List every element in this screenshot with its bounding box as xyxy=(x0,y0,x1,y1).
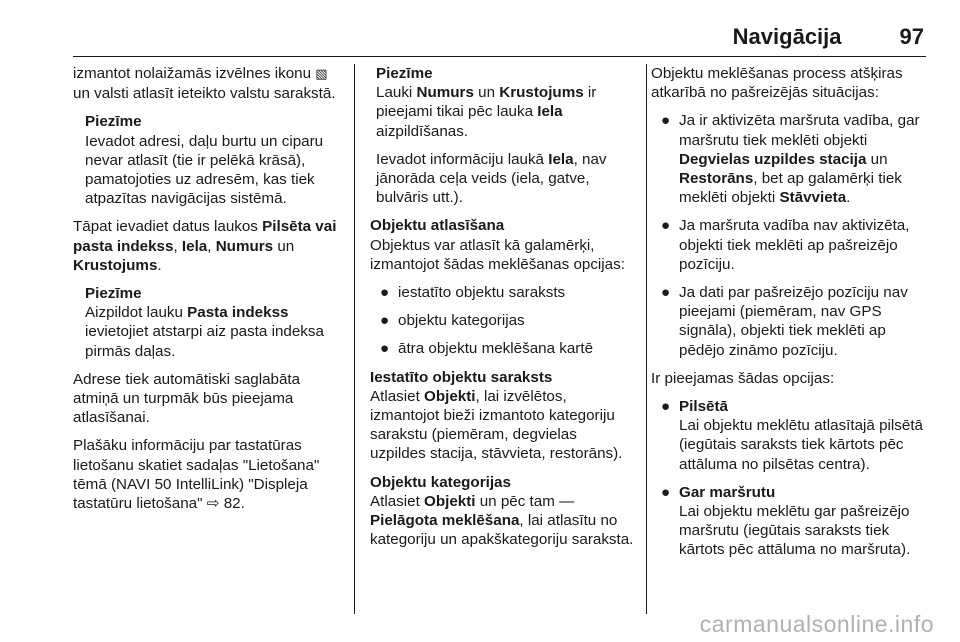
paragraph-2: Tāpat ievadiet datus laukos Pilsēta vai pasta indekss, Iela, Numurs un Krustojums. xyxy=(73,218,337,274)
list-item: ● Ja ir aktivizēta maršruta vadība, gar maršrutu tiek meklēti objekti Degvielas uzpildes stacija un Restorāns, bet ap galamērķi tiek meklēti objekti Stāvvieta. xyxy=(661,112,920,207)
section-text: Atlasiet Objekti, lai izvēlētos, izmantojot bieži izmantoto kategoriju sarakstu (piemēram, degvielas uzpildes stacija, stāvvieta, restorāns). xyxy=(370,387,623,463)
bullet-icon: ● xyxy=(661,284,671,302)
paragraph-3: Adrese tiek automātiski saglabāta atmiņā un turpmāk būs pieejama atlasīšanai. xyxy=(73,370,301,427)
page-number: 97 xyxy=(899,24,924,49)
list-item xyxy=(651,483,929,560)
note-title: Piezīme xyxy=(85,285,142,303)
list-item: ● Ja dati par pašreizējo pozīciju nav pieejami (piemēram, nav GPS signāla), objekti tiek meklēti ap pēdējo zināmo pozīciju. xyxy=(661,284,908,359)
section-heading: Iestatīto objektu saraksts xyxy=(370,368,553,386)
page-title: Navigācija xyxy=(732,24,842,49)
note-1 xyxy=(85,112,341,208)
note-text: Lauki Numurs un Krustojums ir pieejami tikai pēc lauka Iela aizpildīšanas. xyxy=(376,84,597,140)
note-text: Aizpildot lauku Pasta indekss ievietojiet atstarpi aiz pasta indeksa pirmās daļas. xyxy=(85,304,324,360)
note-2 xyxy=(85,284,341,361)
header-rule xyxy=(73,56,926,57)
bullet-icon: ● xyxy=(380,284,390,302)
bullet-icon: ● xyxy=(661,112,671,130)
option-title: Pilsētā xyxy=(679,398,728,416)
page-ref-arrow-icon: ⇨ xyxy=(206,495,220,513)
paragraph-4: Plašāku informāciju par tastatūras lietošanu skatiet sadaļas "Lietošana" tēmā (NAVI 50 IntelliLink) "Displeja tastatūru lietošana" ⇨ 82. xyxy=(73,437,320,513)
section-preset-list xyxy=(370,368,636,464)
section-poi-selection xyxy=(370,216,636,274)
section-categories xyxy=(370,473,636,550)
option-text: Lai objektu meklētu gar pašreizējo maršrutu (iegūtais saraksts tiek kārtots pēc attāluma no maršruta). xyxy=(679,503,911,559)
list-item: ● iestatīto objektu saraksts xyxy=(380,284,566,302)
options-list xyxy=(651,397,929,560)
section-text: Objektus var atlasīt kā galamērķi, izmantojot šādas meklēšanas opcijas: xyxy=(370,236,625,273)
column-2 xyxy=(370,64,636,558)
column-divider-2 xyxy=(646,64,647,614)
note-text: Ievadot adresi, daļu burtu un ciparu nevar atlasīt (tie ir pelēkā krāsā), pamatojoties uz adresēm, kas tiek atpazītas navigācijas sistēmā. xyxy=(85,132,324,208)
poi-options-list xyxy=(370,283,636,359)
section-text: Atlasiet Objekti un pēc tam — Pielāgota meklēšana, lai atlasītu no kategoriju un apakškategoriju saraksta. xyxy=(370,492,634,549)
bullet-icon: ● xyxy=(661,483,671,501)
search-behaviour-list xyxy=(651,111,929,359)
column-3 xyxy=(651,64,929,569)
column-1 xyxy=(73,64,341,522)
page-header xyxy=(733,24,924,50)
bullet-icon: ● xyxy=(661,398,671,416)
note-title: Piezīme xyxy=(376,65,433,82)
note-title: Piezīme xyxy=(85,113,142,131)
section-heading: Objektu atlasīšana xyxy=(370,217,505,235)
bullet-icon: ● xyxy=(661,217,671,235)
section-heading: Objektu kategorijas xyxy=(370,473,511,491)
note-text-2: Ievadot informāciju laukā Iela, nav jānorāda ceļa veids (iela, gatve, bulvāris utt.). xyxy=(376,150,607,207)
note-3 xyxy=(376,64,636,207)
list-item xyxy=(651,397,929,474)
column-divider-1 xyxy=(354,64,355,614)
list-item: ● objektu kategorijas xyxy=(380,312,525,330)
options-intro: Ir pieejamas šādas opcijas: xyxy=(651,369,835,387)
list-item: ● Ja maršruta vadība nav aktivizēta, objekti tiek meklēti ap pašreizējo pozīciju. xyxy=(661,217,910,273)
paragraph-1: izmantot nolaižamās izvēlnes ikonu ▧ un valsti atlasīt ieteikto valstu sarakstā. xyxy=(73,65,336,103)
bullet-icon: ● xyxy=(380,340,390,358)
option-title: Gar maršrutu xyxy=(679,483,776,501)
paragraph-intro: Objektu meklēšanas process atšķiras atkarībā no pašreizējās situācijas: xyxy=(651,65,903,102)
option-text: Lai objektu meklētu atlasītajā pilsētā (iegūtais saraksts tiek kārtots pēc attāluma no pilsētas centra). xyxy=(679,417,923,473)
list-icon: ▧ xyxy=(315,67,328,82)
watermark: carmanualsonline.info xyxy=(699,611,934,637)
list-item: ● ātra objektu meklēšana kartē xyxy=(380,340,594,358)
bullet-icon: ● xyxy=(380,312,390,330)
